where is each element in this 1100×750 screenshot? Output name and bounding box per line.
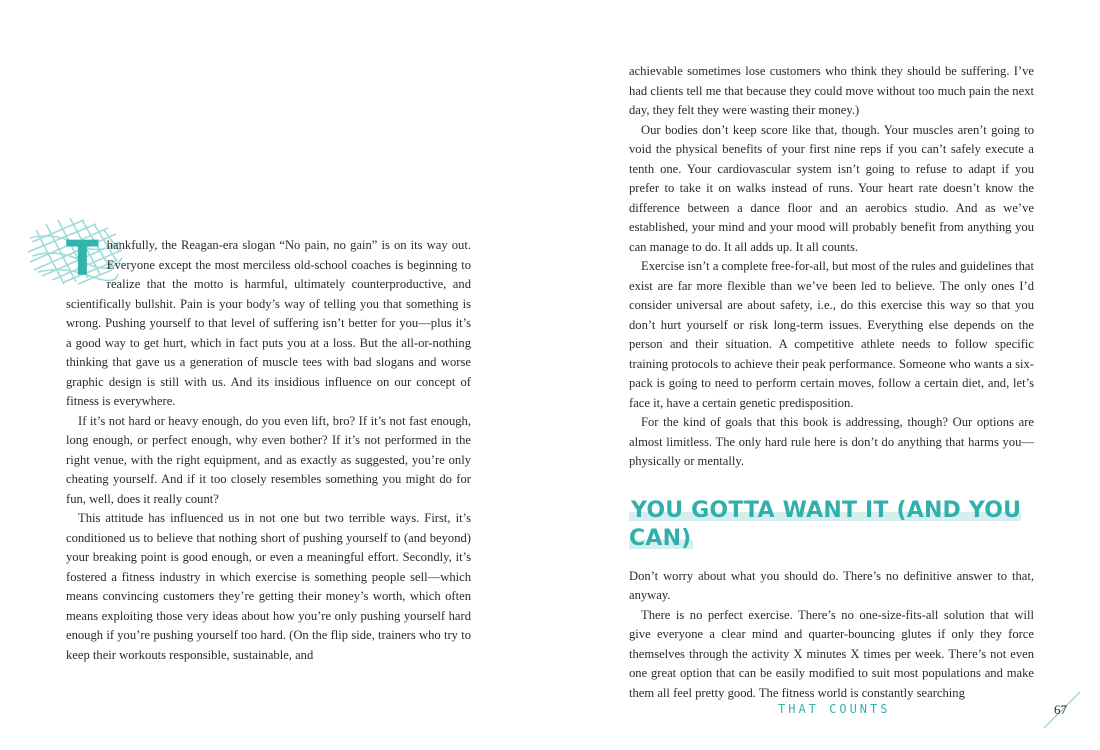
paragraph: Our bodies don’t keep score like that, though. Your muscles aren’t going to void the physical benefits of your first nine reps if you can’t safely execute a tenth one. Your cardiovascular system isn’t going to refuse to adapt if you prefer to take it on walks instead of runs. Your heart rate doesn’t know the difference between a dance floor and an aerobics studio. And as we’ve established, your mind and your mood will probably benefit from anything you can manage to do. It all adds up. It all counts. <box>629 122 1034 254</box>
paragraph: If it’s not hard or heavy enough, do you even lift, bro? If it’s not fast enough, long enough, or perfect enough, why even bother? If it’s not performed in the right venue, with the right equipment, and as exactly as suggested, you’re only cheating yourself. And if it too closely resembles something you might do for fun, well, does it really count? <box>66 413 471 506</box>
opening-paragraph-block <box>66 231 471 412</box>
left-column <box>66 231 471 665</box>
paragraph: Exercise isn’t a complete free-for-all, but most of the rules and guidelines that exist are far more flexible than we’ve been led to believe. The only ones I’d consider universal are about safety, i.e., do this exercise this way so that you don’t hurt yourself or risk long-term issues. Everything else depends on the person and their situation. A competitive athlete needs to follow specific training protocols to achieve their peak performance. Someone who wants a six-pack is going to need to perform certain moves, follow a certain diet, and, let’s face it, have a certain genetic predisposition. <box>629 259 1034 410</box>
paragraph: Don’t worry about what you should do. There’s no definitive answer to that, anyway. <box>629 568 1034 602</box>
paragraph: There is no perfect exercise. There’s no one-size-fits-all solution that will give everyone a clear mind and quarter-bouncing glutes if only they force themselves through the activity X minutes X times per week. There’s not even one great option that can be easily modified to suit most populations and make them all feel pretty good. The fitness world is constantly searching <box>629 607 1034 700</box>
paragraph: hankfully, the Reagan-era slogan “No pain, no gain” is on its way out. Everyone except the most merciless old-school coaches is beginning to realize that the motto is harmful, ultimately counterproductive, and scientifically bullshit. Pain is your body’s way of telling you that something is wrong. Pushing yourself to that level of suffering isn’t better for you—plus it’s a good way to get hurt, which in fact puts you at a loss. But the all-or-nothing thinking that gave us a generation of muscle tees with bad slogans and worse graphic design is still with us. And its insidious influence on our concept of fitness is everywhere. <box>66 238 471 408</box>
section-heading <box>629 497 1034 553</box>
paragraph: This attitude has influenced us in not one but two terrible ways. First, it’s conditioned us to believe that nothing short of pushing yourself to (and beyond) your breaking point is good enough, or even a meaningful effort. Secondly, it’s fostered a fitness industry in which exercise is something people sell—which means convincing customers they’re getting their money’s worth, which often means exploiting those very ideas about how you’re only pushing yourself hard enough if you’re pushing yourself too hard. (On the flip side, trainers who try to keep their workouts responsible, sustainable, and <box>66 511 471 662</box>
paragraph: For the kind of goals that this book is addressing, though? Our options are almost limitless. The only hard rule here is don’t do anything that harms you—physically or mentally. <box>629 415 1034 468</box>
section-heading-text: YOU GOTTA WANT IT (AND YOU CAN) <box>629 497 1022 551</box>
drop-cap: T <box>66 231 99 287</box>
right-column <box>629 62 1034 703</box>
running-title: THAT COUNTS <box>778 702 891 716</box>
paragraph: achievable sometimes lose customers who think they should be suffering. I’ve had clients tell me that because they could move without too much pain the next day, they felt they were wasting their money.) <box>629 64 1034 117</box>
page-number: 67 <box>1054 702 1067 717</box>
